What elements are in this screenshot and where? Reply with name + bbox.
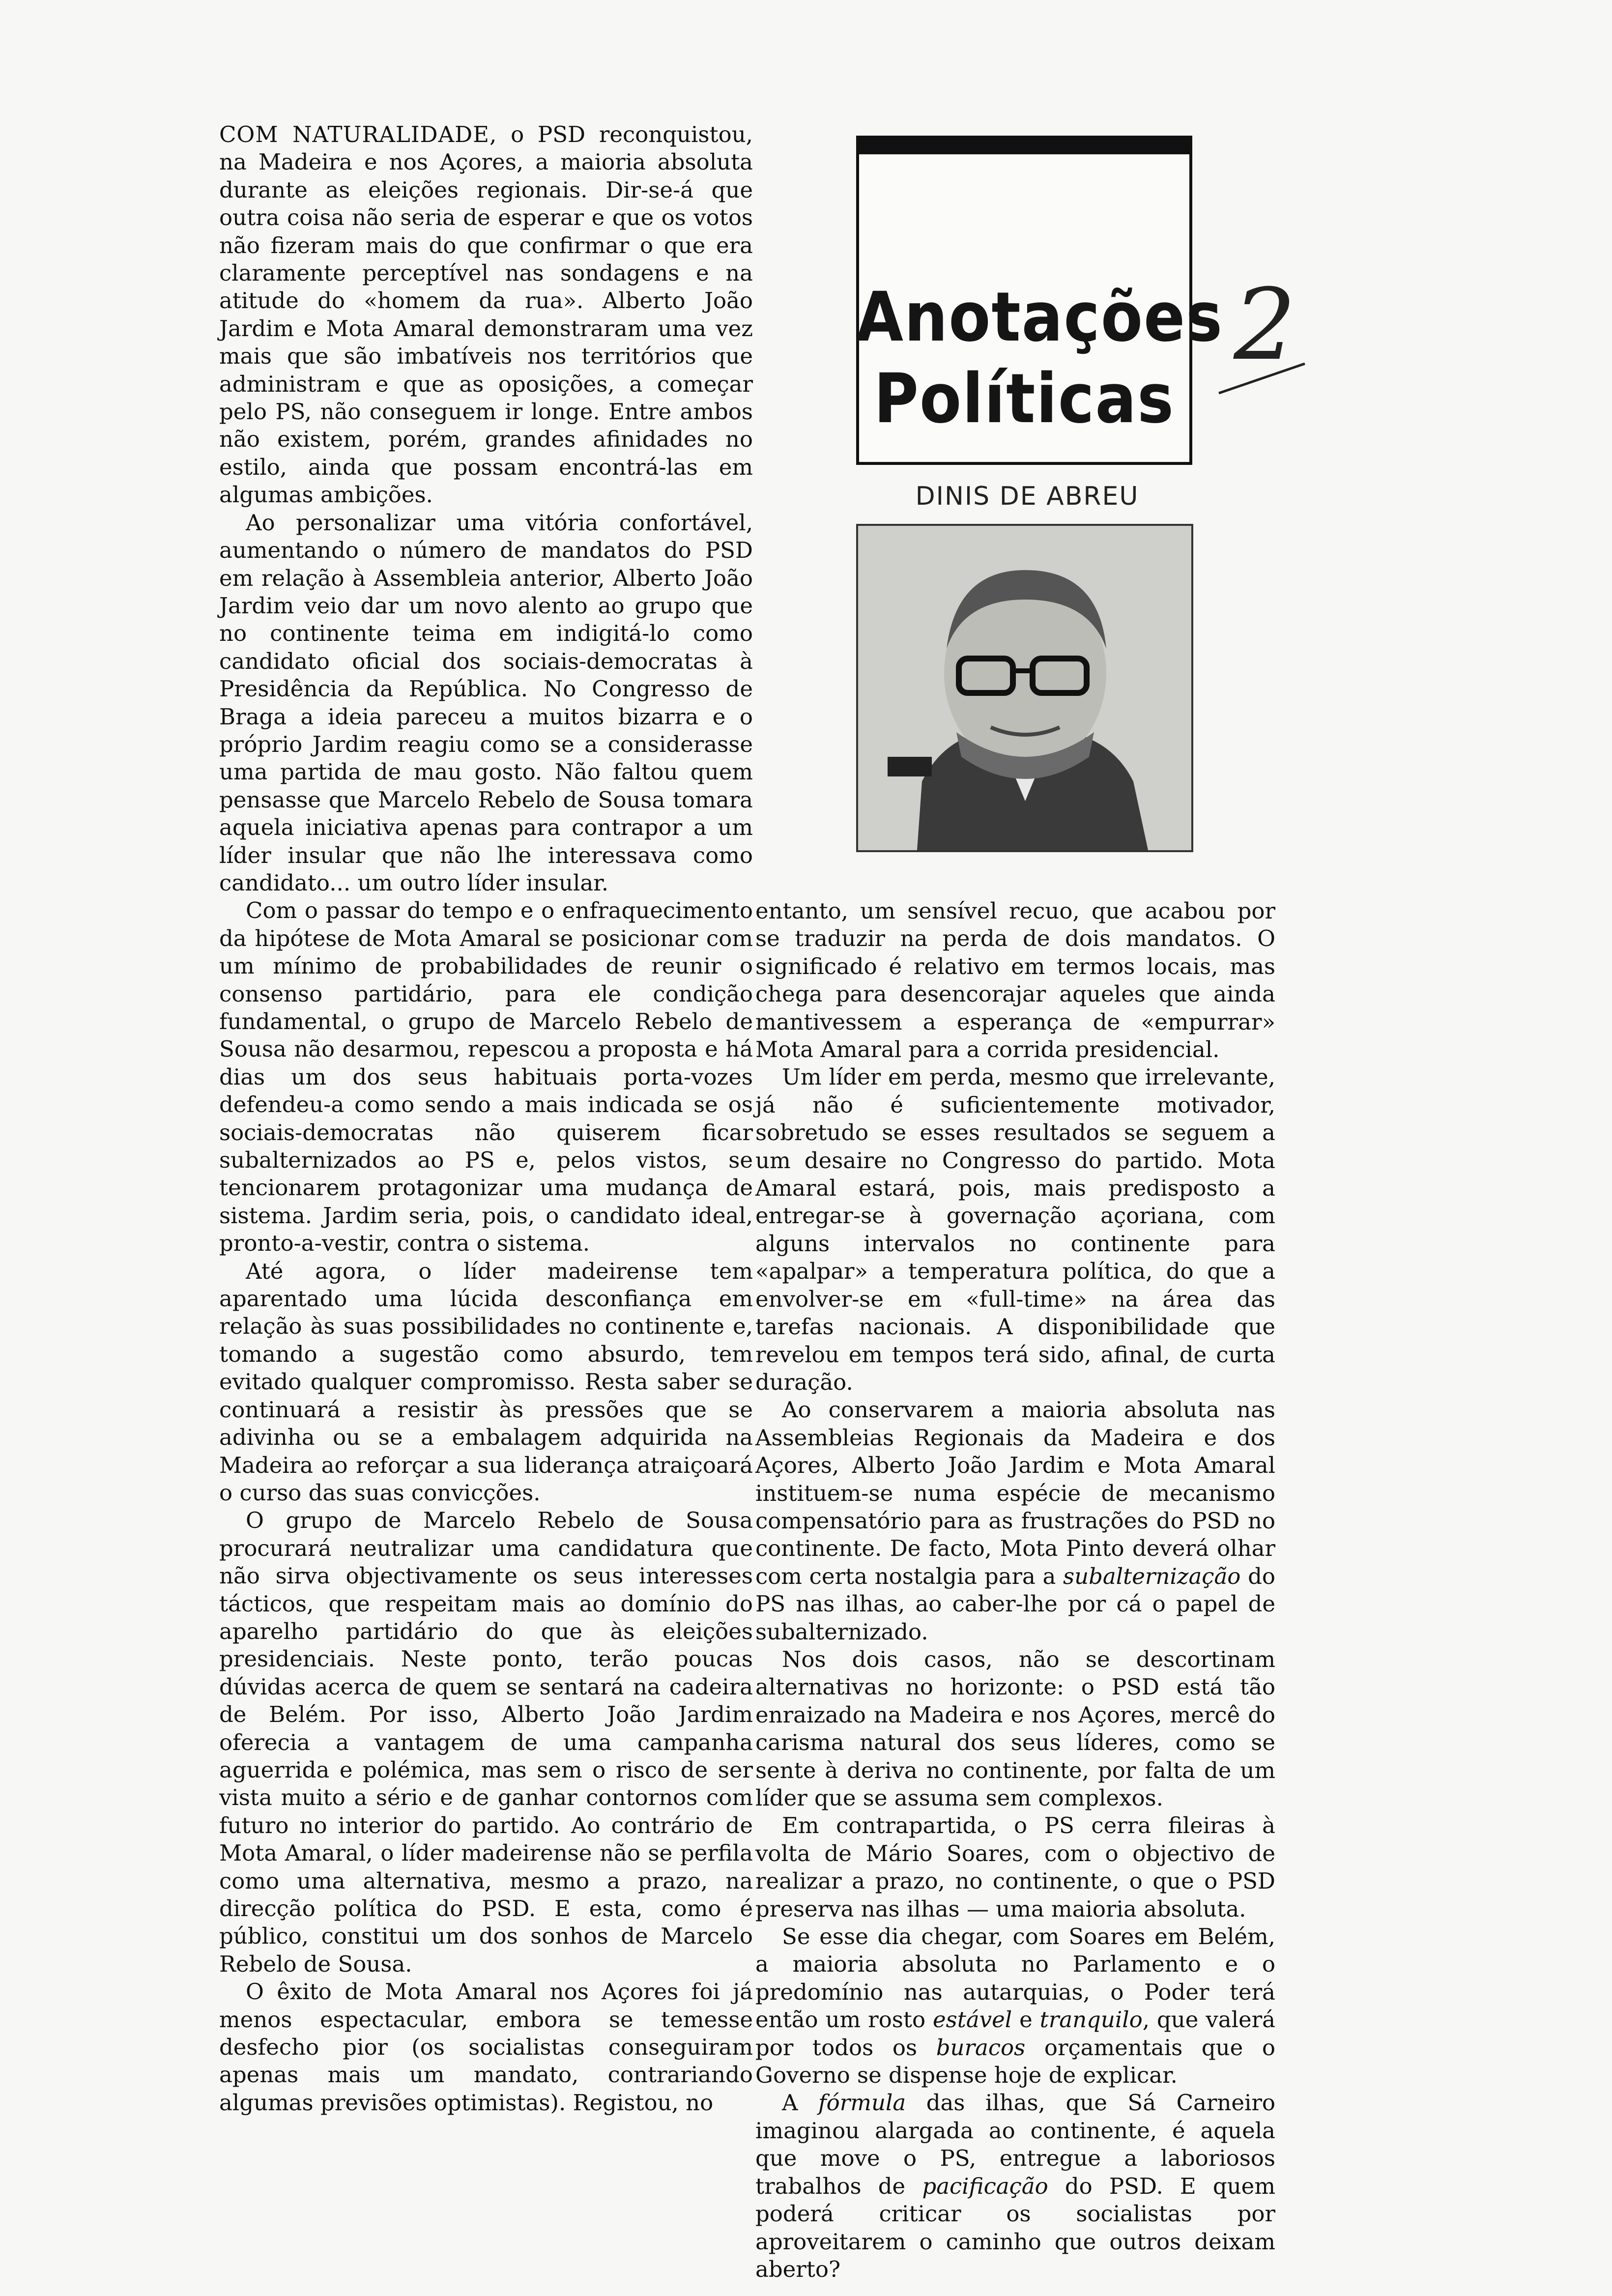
paragraph-10: Em contrapartida, o PS cerra fileiras à volta de Mário Soares, com o objectivo de realizar a prazo, no continente, o que o PSD preserva nas ilhas — uma maioria absoluta. [755,1812,1275,1922]
paragraph-12-text-c: do PSD. E quem poderá criticar os socialistas por aproveitarem o caminho que outros deixam aberto? [755,2173,1275,2282]
paragraph-11-text-d: orçamentais que o Governo se dispense hoje de explicar. [755,2034,1275,2089]
paragraph-4: Até agora, o líder madeirense tem aparentado uma lúcida desconfiança em relação às suas possibilidades no continente e, tomando a sugestão como absurdo, tem evitado qualquer compromisso. Resta saber se continuará a resistir às pressões que se adivinha ou se a embalagem adquirida na Madeira ao reforçar a sua liderança atraiçoará o curso das suas convicções. [219,1258,753,1506]
paragraph-12-text-b: das ilhas, que Sá Carneiro imaginou alargada ao continente, é aquela que move o PS, entregue a laboriosos trabalhos de [755,2090,1275,2199]
article-column-right [755,897,1275,2283]
paragraph-8-emphasis: subalternização [1063,1563,1241,1589]
paragraph-11-emphasis-3: buracos [936,2034,1026,2061]
paragraph-8-text-b: do PS nas ilhas, ao caber-lhe por cá o papel de subalternizado. [755,1563,1276,1645]
paragraph-9: Nos dois casos, não se descortinam alternativas no horizonte: o PSD está tão enraizado na Madeira e nos Açores, mercê do carisma natural dos seus líderes, como se sente à deriva no continente, por falta de um líder que se assuma sem complexos. [755,1646,1275,1811]
column-title-line2: Políticas [874,359,1175,439]
paragraph-11 [755,1923,1275,2089]
paragraph-12-emphasis-1: fórmula [818,2090,906,2116]
author-byline: DINIS DE ABREU [915,482,1139,511]
paragraph-2: Ao personalizar uma vitória confortável, aumentando o número de mandatos do PSD em relação à Assembleia anterior, Alberto João Jardim veio dar um novo alento ao grupo que no continente teima em indigitá-lo como candidato oficial dos sociais-democratas à Presidência da República. No Congresso de Braga a ideia pareceu a muitos bizarra e o próprio Jardim reagiu como se a considerasse uma partida de mau gosto. Não faltou quem pensasse que Marcelo Rebelo de Sousa tomara aquela iniciativa apenas para contrapor a um líder insular que não lhe interessava como candidato... um outro líder insular. [219,509,753,896]
paragraph-8-text-a: Ao conservarem a maioria absoluta nas Assembleias Regionais da Madeira e dos Açores, Alberto João Jardim e Mota Amaral instituem-se numa espécie de mecanismo compensatório para as frustrações do PSD no continente. De facto, Mota Pinto deverá olhar com certa nostalgia para a [755,1397,1275,1589]
lead-in: COM NATURALIDADE, [219,121,497,147]
paragraph-3: Com o passar do tempo e o enfraquecimento da hipótese de Mota Amaral se posicionar com um mínimo de probabilidades de reunir o consenso partidário, para ele condição fundamental, o grupo de Marcelo Rebelo de Sousa não desarmou, repescou a proposta e há dias um dos seus habituais porta-vozes defendeu-a como sendo a mais indicada se os sociais-democratas não quiserem ficar subalternizados ao PS e, pelos vistos, se tencionarem protagonizar uma mudança de sistema. Jardim seria, pois, o candidato ideal, pronto-a-vestir, contra o sistema. [219,897,753,1257]
paragraph-12-text-a: A [782,2090,819,2116]
paragraph-6-continued: entanto, um sensível recuo, que acabou por se traduzir na perda de dois mandatos. O significado é relativo em termos locais, mas chega para desencorajar aqueles que ainda mantivessem a esperança de «empurrar» Mota Amaral para a corrida presidencial. [755,898,1275,1063]
handwritten-number-mark [1214,270,1307,398]
article-column-left [219,121,753,2117]
paragraph-8 [755,1396,1275,1646]
paragraph-11-emphasis-2: tranquilo [1039,2007,1143,2033]
paragraph-7: Um líder em perda, mesmo que irrelevante, já não é suficientemente motivador, sobretudo se esses resultados se seguem a um desaire no Congresso do partido. Mota Amaral estará, pois, mais predisposto a entregar-se à governação açoriana, com alguns intervalos no continente para «apalpar» a temperatura política, do que a envolver-se em «full-time» na área das tarefas nacionais. A disponibilidade que revelou em tempos terá sido, afinal, de curta duração. [755,1064,1275,1395]
paragraph-12-emphasis-2: pacificação [922,2173,1048,2199]
handwritten-number: 2 [1234,270,1296,382]
paragraph-11-text-b: e [1012,2007,1040,2033]
paragraph-6: O êxito de Mota Amaral nos Açores foi já menos espectacular, embora se temesse desfecho pior (os socialistas conseguiram apenas mais um mandato, contrariando algumas previsões optimistas). Registou, no [219,1979,753,2116]
paragraph-1-text: o PSD reconquistou, na Madeira e nos Açores, a maioria absoluta durante as eleições regionais. Dir-se-á que outra coisa não seria de esperar e que os votos não fizeram mais do que confirmar o que era claramente perceptível nas sondagens e na atitude do «homem da rua». Alberto João Jardim e Mota Amaral demonstraram uma vez mais que são imbatíveis nos territórios que administram e que as oposições, a começar pelo PS, não conseguem ir longe. Entre ambos não existem, porém, grandes afinidades no estilo, ainda que possam encontrá-las em algumas ambições. [219,121,753,508]
paragraph-11-emphasis-1: estável [933,2007,1012,2033]
column-title-line1: Anotações [856,278,1223,357]
header-top-bar [856,136,1192,154]
author-portrait-graphic [858,526,1191,850]
paragraph-5: O grupo de Marcelo Rebelo de Sousa procurará neutralizar uma candidatura que não sirva objectivamente os seus interesses tácticos, que respeitam mais ao domínio do aparelho partidário do que às eleições presidenciais. Neste ponto, terão poucas dúvidas acerca de quem se sentará na cadeira de Belém. Por isso, Alberto João Jardim oferecia a vantagem de uma campanha aguerrida e polémica, mas sem o risco de ser vista muito a sério e de ganhar contornos com futuro no interior do partido. Ao contrário de Mota Amaral, o líder madeirense não se perfila como uma alternativa, mesmo a prazo, na direcção política do PSD. E esta, como é público, constitui um dos sonhos de Marcelo Rebelo de Sousa. [219,1507,753,1977]
paragraph-12 [755,2089,1275,2283]
author-photo [856,524,1193,852]
paragraph-11-text-a: Se esse dia chegar, com Soares em Belém, a maioria absoluta no Parlamento e o predomínio nas autarquias, o Poder terá então um rosto [755,1923,1275,2033]
paragraph-1 [219,121,753,509]
paragraph-11-text-c: , que valerá por todos os [755,2007,1275,2061]
